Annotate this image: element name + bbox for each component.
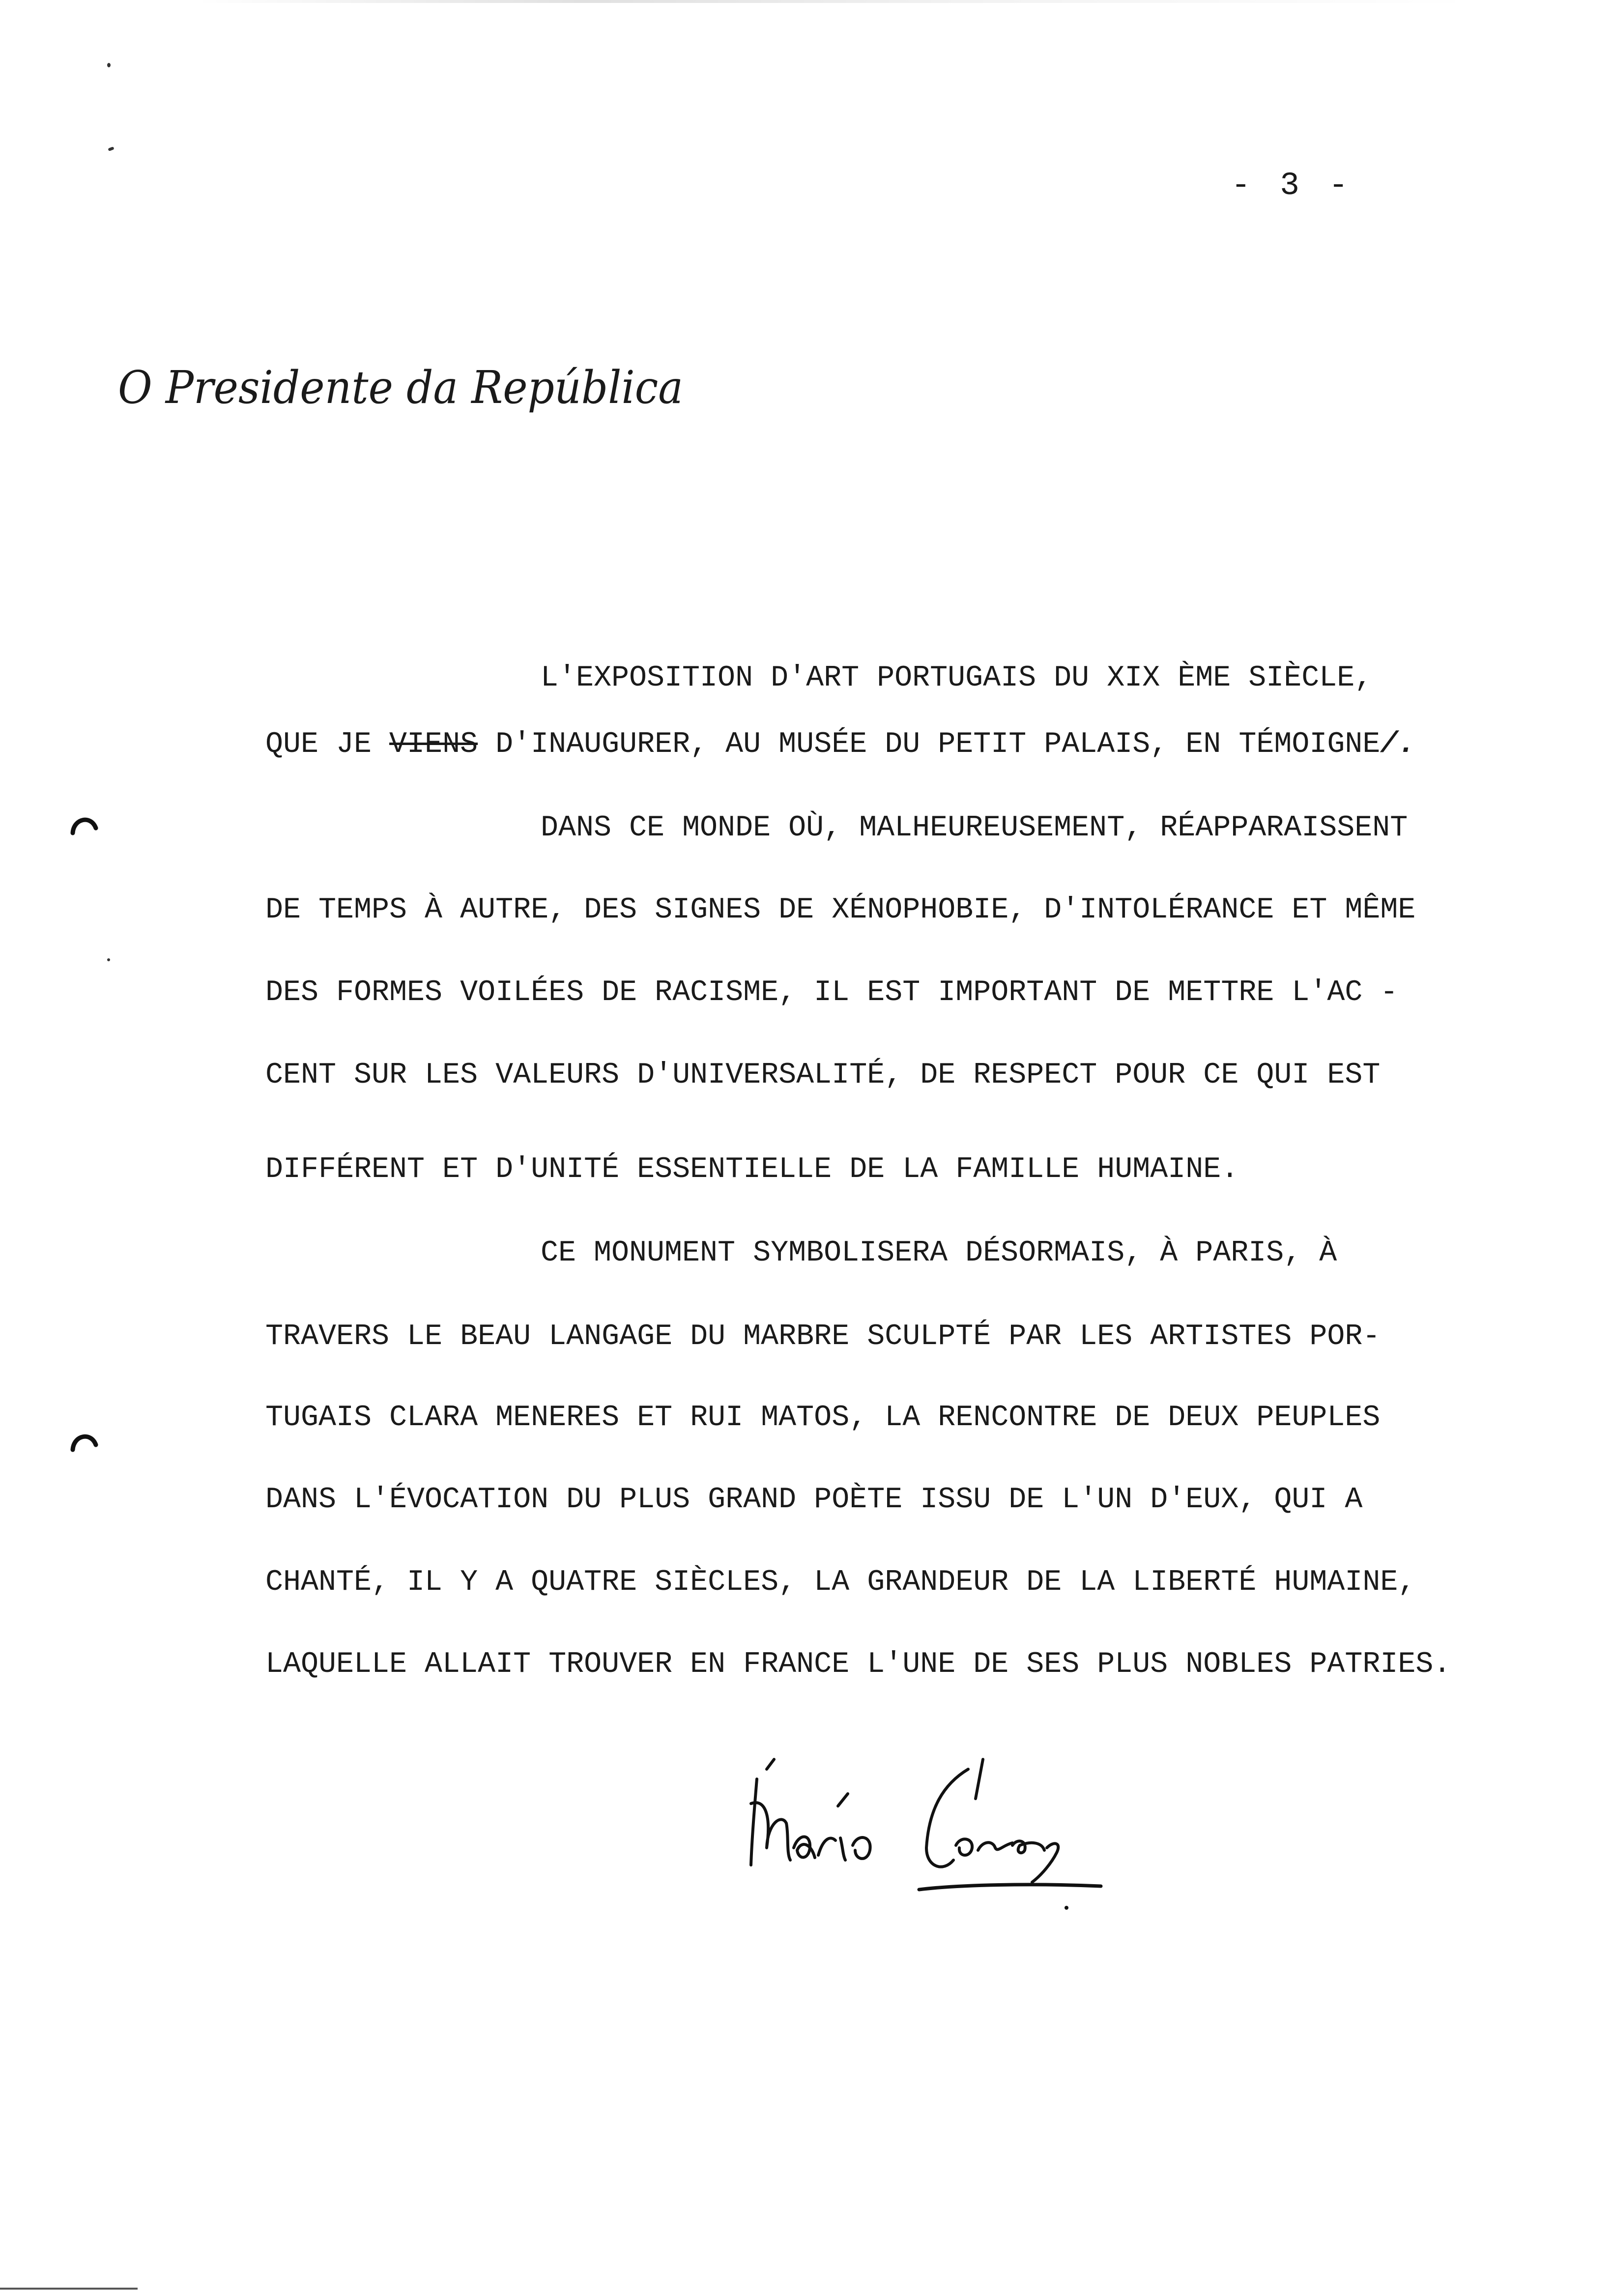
text-line: LAQUELLE ALLAIT TROUVER EN FRANCE L'UNE DE SES PLUS NOBLES PATRIES. xyxy=(265,1648,1451,1681)
text-line: DANS L'ÉVOCATION DU PLUS GRAND POÈTE ISSU DE L'UN D'EUX, QUI A xyxy=(265,1483,1363,1517)
binder-hole-mark xyxy=(69,811,98,840)
text-segment: QUE JE xyxy=(265,728,390,761)
text-segment: D'INAUGURER, AU MUSÉE DU PETIT PALAIS, EN TÉMOIGNE xyxy=(478,728,1381,761)
scan-bottom-rule xyxy=(0,2288,138,2290)
struck-word: VIENS xyxy=(389,728,478,761)
text-line: TUGAIS CLARA MENERES ET RUI MATOS, LA RENCONTRE DE DEUX PEUPLES xyxy=(265,1401,1381,1435)
letterhead-text: O Presidente da República xyxy=(118,361,683,414)
text-line: DE TEMPS À AUTRE, DES SIGNES DE XÉNOPHOBIE, D'INTOLÉRANCE ET MÊME xyxy=(265,893,1416,927)
scan-edge-noise xyxy=(197,0,1474,3)
text-line: CHANTÉ, IL Y A QUATRE SIÈCLES, LA GRANDEUR DE LA LIBERTÉ HUMAINE, xyxy=(265,1566,1416,1599)
handwritten-signature xyxy=(737,1750,1111,1917)
text-line xyxy=(265,730,1415,759)
text-line: L'EXPOSITION D'ART PORTUGAIS DU XIX ÈME SIÈCLE, xyxy=(541,661,1373,695)
text-line: CE MONUMENT SYMBOLISERA DÉSORMAIS, À PARIS, À xyxy=(541,1236,1337,1270)
text-line: CENT SUR LES VALEURS D'UNIVERSALITÉ, DE RESPECT POUR CE QUI EST xyxy=(265,1059,1381,1092)
binder-hole-mark xyxy=(69,1428,98,1457)
scan-speck xyxy=(107,958,110,961)
scan-speck xyxy=(108,146,114,151)
text-line: DIFFÉRENT ET D'UNITÉ ESSENTIELLE DE LA FAMILLE HUMAINE. xyxy=(265,1153,1239,1186)
text-line: TRAVERS LE BEAU LANGAGE DU MARBRE SCULPTÉ PAR LES ARTISTES POR- xyxy=(265,1320,1381,1353)
scan-speck xyxy=(107,63,111,67)
page-number: - 3 - xyxy=(1231,167,1353,204)
text-line: DES FORMES VOILÉES DE RACISME, IL EST IMPORTANT DE METTRE L'AC - xyxy=(265,976,1398,1009)
handwritten-correction-mark: /. xyxy=(1380,728,1416,761)
letterhead-presidente-da-republica xyxy=(113,349,703,423)
text-line: DANS CE MONDE OÙ, MALHEUREUSEMENT, RÉAPPARAISSENT xyxy=(541,811,1408,845)
